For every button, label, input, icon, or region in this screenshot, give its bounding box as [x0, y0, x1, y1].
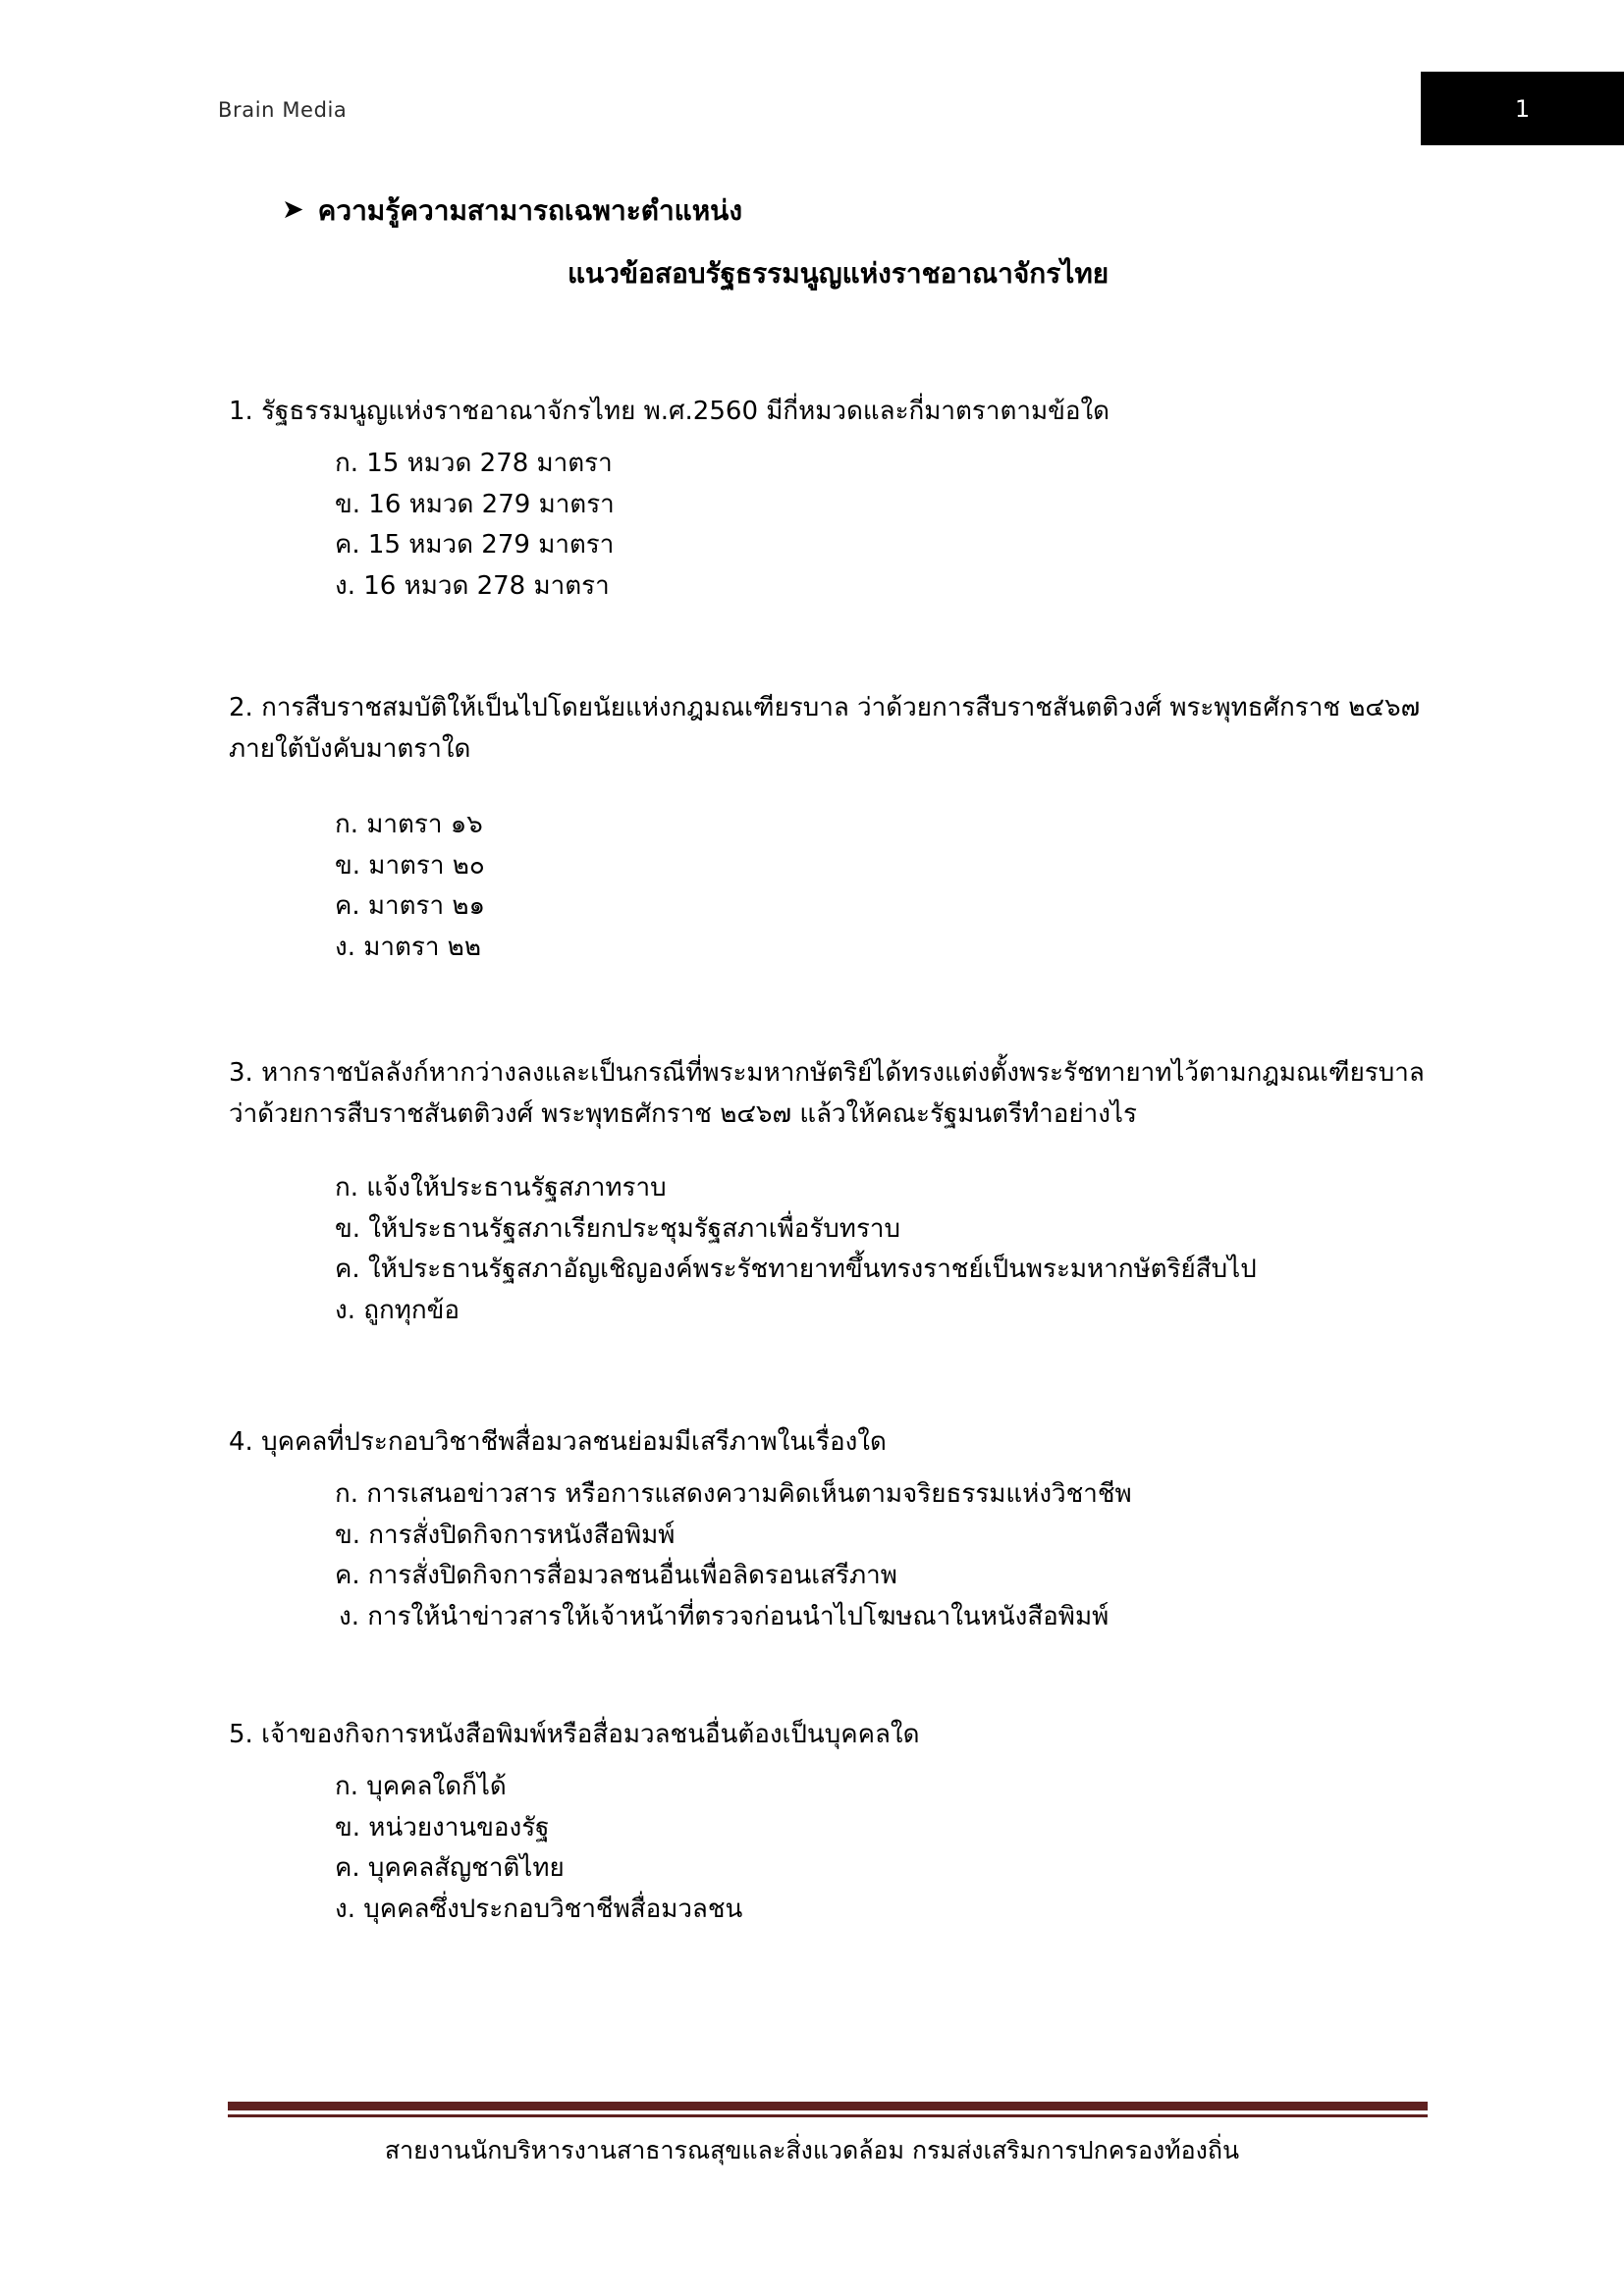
- question-text: 3. หากราชบัลลังก์หากว่างลงและเป็นกรณีที่พระมหากษัตริย์ได้ทรงแต่งตั้งพระรัชทายาทไว้ตามกฎมณเฑียรบาลว่าด้วยการสืบราชสันตติวงศ์ พระพุทธศักราช ๒๔๖๗ แล้วให้คณะรัฐมนตรีทำอย่างไร: [229, 1058, 1425, 1130]
- choice-item[interactable]: ก. การเสนอข่าวสาร หรือการแสดงความคิดเห็นตามจริยธรรมแห่งวิชาชีพ: [335, 1479, 1132, 1509]
- choice-list: [229, 444, 1486, 607]
- choice-item[interactable]: ข. มาตรา ๒๐: [335, 850, 485, 881]
- page-number-badge: [1421, 72, 1624, 145]
- choice-item[interactable]: ง. ถูกทุกข้อ: [335, 1295, 460, 1325]
- choice-list: [229, 1767, 1486, 1930]
- choice-item[interactable]: ข. การสั่งปิดกิจการหนังสือพิมพ์: [335, 1520, 676, 1550]
- arrow-bullet-icon: ➤: [282, 194, 304, 225]
- choice-item[interactable]: ง. บุคคลซึ่งประกอบวิชาชีพสื่อมวลชน: [335, 1894, 743, 1924]
- page-number-value: 1: [1514, 94, 1531, 123]
- choice-item[interactable]: ค. ให้ประธานรัฐสภาอัญเชิญองค์พระรัชทายาทขึ้นทรงราชย์เป็นพระมหากษัตริย์สืบไป: [335, 1255, 1257, 1285]
- section-subtitle-text: แนวข้อสอบรัฐธรรมนูญแห่งราชอาณาจักรไทย: [568, 257, 1110, 290]
- question-text: 4. บุคคลที่ประกอบวิชาชีพสื่อมวลชนย่อมมีเสรีภาพในเรื่องใด: [229, 1427, 887, 1457]
- brand-label: Brain Media: [218, 98, 348, 122]
- choice-item[interactable]: ข. 16 หมวด 279 มาตรา: [335, 489, 615, 519]
- choice-list: [229, 1474, 1486, 1637]
- choice-item[interactable]: ง. การให้นำข่าวสารให้เจ้าหน้าที่ตรวจก่อนนำไปโฆษณาในหนังสือพิมพ์: [339, 1601, 1110, 1631]
- choice-item[interactable]: ง. 16 หมวด 278 มาตรา: [335, 570, 610, 601]
- page-header: [0, 0, 1624, 147]
- footer-divider-thick: [228, 2102, 1428, 2110]
- footer-text: สายงานนักบริหารงานสาธารณสุขและสิ่งแวดล้อม กรมส่งเสริมการปกครองท้องถิ่น: [384, 2136, 1240, 2164]
- choice-item[interactable]: ค. มาตรา ๒๑: [335, 891, 486, 922]
- question-text: 2. การสืบราชสมบัติให้เป็นไปโดยนัยแห่งกฎมณเฑียรบาล ว่าด้วยการสืบราชสันตติวงศ์ พระพุทธศักราช ๒๔๖๗ ภายใต้บังคับมาตราใด: [229, 693, 1421, 765]
- choice-item[interactable]: ค. บุคคลสัญชาติไทย: [335, 1853, 565, 1884]
- choice-item[interactable]: ก. 15 หมวด 278 มาตรา: [335, 449, 613, 478]
- question-text: 5. เจ้าของกิจการหนังสือพิมพ์หรือสื่อมวลชนอื่นต้องเป็นบุคคลใด: [229, 1720, 920, 1749]
- choice-item[interactable]: ข. ให้ประธานรัฐสภาเรียกประชุมรัฐสภาเพื่อรับทราบ: [335, 1213, 901, 1244]
- choice-item[interactable]: ก. มาตรา ๑๖: [335, 810, 483, 839]
- choice-item[interactable]: ค. 15 หมวด 279 มาตรา: [335, 530, 615, 561]
- footer-divider: [228, 2102, 1428, 2117]
- choice-item[interactable]: ง. มาตรา ๒๒: [335, 932, 481, 962]
- choice-list: [229, 1168, 1486, 1331]
- section-title: [282, 194, 742, 228]
- choice-item[interactable]: ค. การสั่งปิดกิจการสื่อมวลชนอื่นเพื่อลิดรอนเสรีภาพ: [335, 1561, 897, 1591]
- choice-item[interactable]: ข. หน่วยงานของรัฐ: [335, 1812, 550, 1842]
- footer-divider-thin: [228, 2114, 1428, 2117]
- choice-list: [229, 805, 1486, 968]
- choice-item[interactable]: ก. บุคคลใดก็ได้: [335, 1772, 507, 1801]
- page-footer: [0, 2080, 1624, 2296]
- section-title-text: ความรู้ความสามารถเฉพาะตำแหน่ง: [317, 194, 742, 227]
- question-text: 1. รัฐธรรมนูญแห่งราชอาณาจักรไทย พ.ศ.2560 มีกี่หมวดและกี่มาตราตามข้อใด: [229, 397, 1110, 426]
- choice-item[interactable]: ก. แจ้งให้ประธานรัฐสภาทราบ: [335, 1173, 667, 1202]
